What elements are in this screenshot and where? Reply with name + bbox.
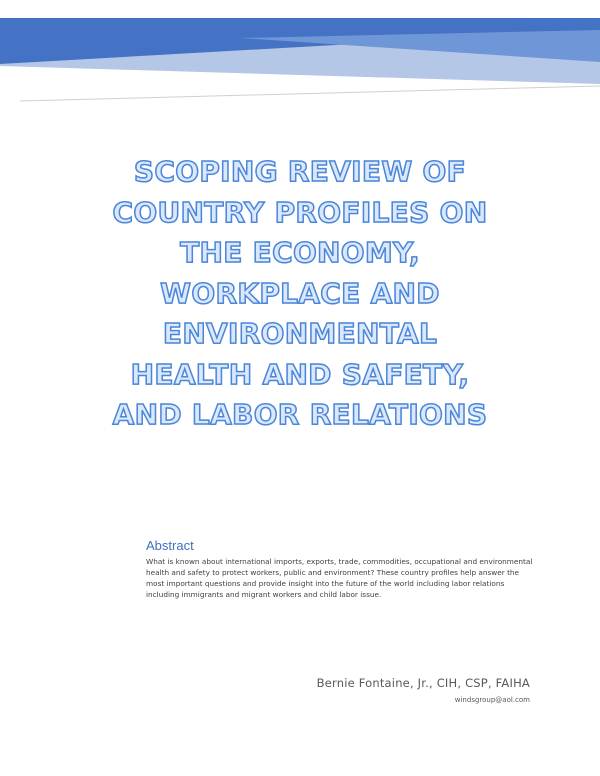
title-line: THE ECONOMY, — [180, 236, 420, 269]
author-email: windsgroup@aol.com — [454, 696, 530, 704]
abstract-text: What is known about international imports, exports, trade, commodities, occupational and environmental health and safety to protect workers, public and environment? These country profiles help answer the most important questions and provide insight into the future of the world including labor relations including immigrants and migrant workers and child labor issue. — [146, 557, 533, 599]
title-line: WORKPLACE AND — [160, 276, 440, 310]
title-line: ENVIRONMENTAL — [162, 317, 438, 350]
banner-accent-line — [20, 86, 600, 101]
document-title — [40, 152, 560, 436]
abstract-section — [146, 538, 536, 600]
author-name: Bernie Fontaine, Jr., CIH, CSP, FAIHA — [316, 676, 530, 690]
title-line: COUNTRY PROFILES ON — [112, 195, 488, 229]
title-line: SCOPING REVIEW OF — [133, 155, 467, 188]
abstract-heading: Abstract — [146, 538, 194, 553]
title-line: HEALTH AND SAFETY, — [130, 357, 470, 391]
header-banner — [0, 0, 600, 110]
title-line: AND LABOR RELATIONS — [112, 398, 488, 431]
